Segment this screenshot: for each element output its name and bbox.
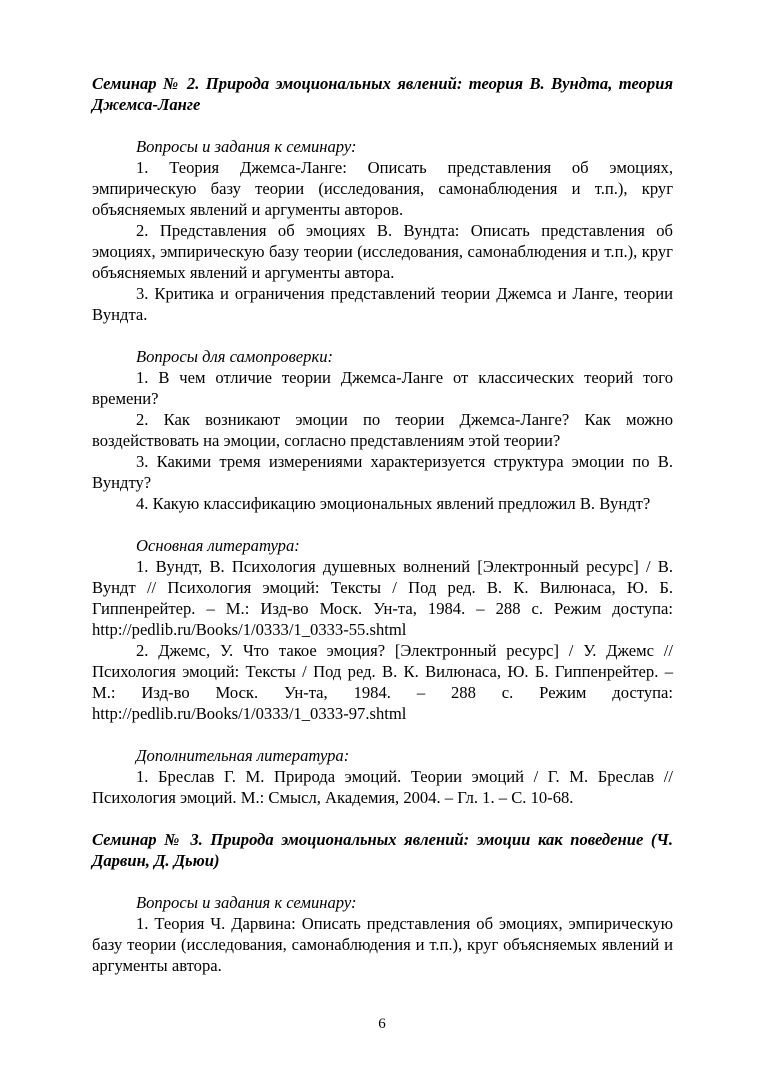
seminar-3-tasks-label: Вопросы и задания к семинару: [136, 893, 357, 912]
seminar-2-task-2: 2. Представления об эмоциях В. Вундта: Описать представления об эмоциях, эмпирическую базу теории (исследования, самонаблюдения и т.п.), круг объясняемых явлений и аргументы автора. [92, 221, 673, 282]
document-page [92, 73, 673, 976]
seminar-2-tasks-label: Вопросы и задания к семинару: [136, 137, 357, 156]
seminar-3-title: Семинар № 3. Природа эмоциональных явлений: эмоции как поведение (Ч. Дарвин, Д. Дьюи) [92, 830, 673, 870]
seminar-2-title: Семинар № 2. Природа эмоциональных явлений: теория В. Вундта, теория Джемса-Ланге [92, 74, 673, 114]
seminar-2-task-3: 3. Критика и ограничения представлений теории Джемса и Ланге, теории Вундта. [92, 284, 673, 324]
seminar-2-task-1: 1. Теория Джемса-Ланге: Описать представления об эмоциях, эмпирическую базу теории (исследования, самонаблюдения и т.п.), круг объясняемых явлений и аргументы авторов. [92, 158, 673, 219]
seminar-2-extra-literature-label: Дополнительная литература: [136, 746, 350, 765]
seminar-2-extra-literature-1: 1. Бреслав Г. М. Природа эмоций. Теории эмоций / Г. М. Бреслав // Психология эмоций. М.: Смысл, Академия, 2004. – Гл. 1. – С. 10-68. [92, 767, 673, 807]
seminar-3-task-1: 1. Теория Ч. Дарвина: Описать представления об эмоциях, эмпирическую базу теории (исследования, самонаблюдения и т.п.), круг объясняемых явлений и аргументы автора. [92, 914, 673, 975]
seminar-2-main-literature-2: 2. Джемс, У. Что такое эмоция? [Электронный ресурс] / У. Джемс // Психология эмоций: Тексты / Под ред. В. К. Вилюнаса, Ю. Б. Гиппенрейтер. – М.: Изд-во Моск. Ун-та, 1984. – 288 с. Режим доступа: http://pedlib.ru/Books/1/0333/1_0333-97.shtml [92, 641, 673, 723]
seminar-2-question-2: 2. Как возникают эмоции по теории Джемса-Ланге? Как можно воздействовать на эмоции, согласно представлениям этой теории? [92, 410, 673, 450]
seminar-2-question-3: 3. Какими тремя измерениями характеризуется структура эмоции по В. Вундту? [92, 452, 673, 492]
seminar-2-main-literature-1: 1. Вундт, В. Психология душевных волнений [Электронный ресурс] / В. Вундт // Психология эмоций: Тексты / Под ред. В. К. Вилюнаса, Ю. Б. Гиппенрейтер. – М.: Изд-во Моск. Ун-та, 1984. – 288 с. Режим доступа: http://pedlib.ru/Books/1/0333/1_0333-55.shtml [92, 557, 673, 639]
page-number: 6 [378, 1016, 386, 1032]
seminar-2-question-4: 4. Какую классификацию эмоциональных явлений предложил В. Вундт? [136, 494, 651, 513]
seminar-2-question-1: 1. В чем отличие теории Джемса-Ланге от классических теорий того времени? [92, 368, 673, 408]
seminar-2-self-check-label: Вопросы для самопроверки: [136, 347, 334, 366]
seminar-2-main-literature-label: Основная литература: [136, 536, 300, 555]
